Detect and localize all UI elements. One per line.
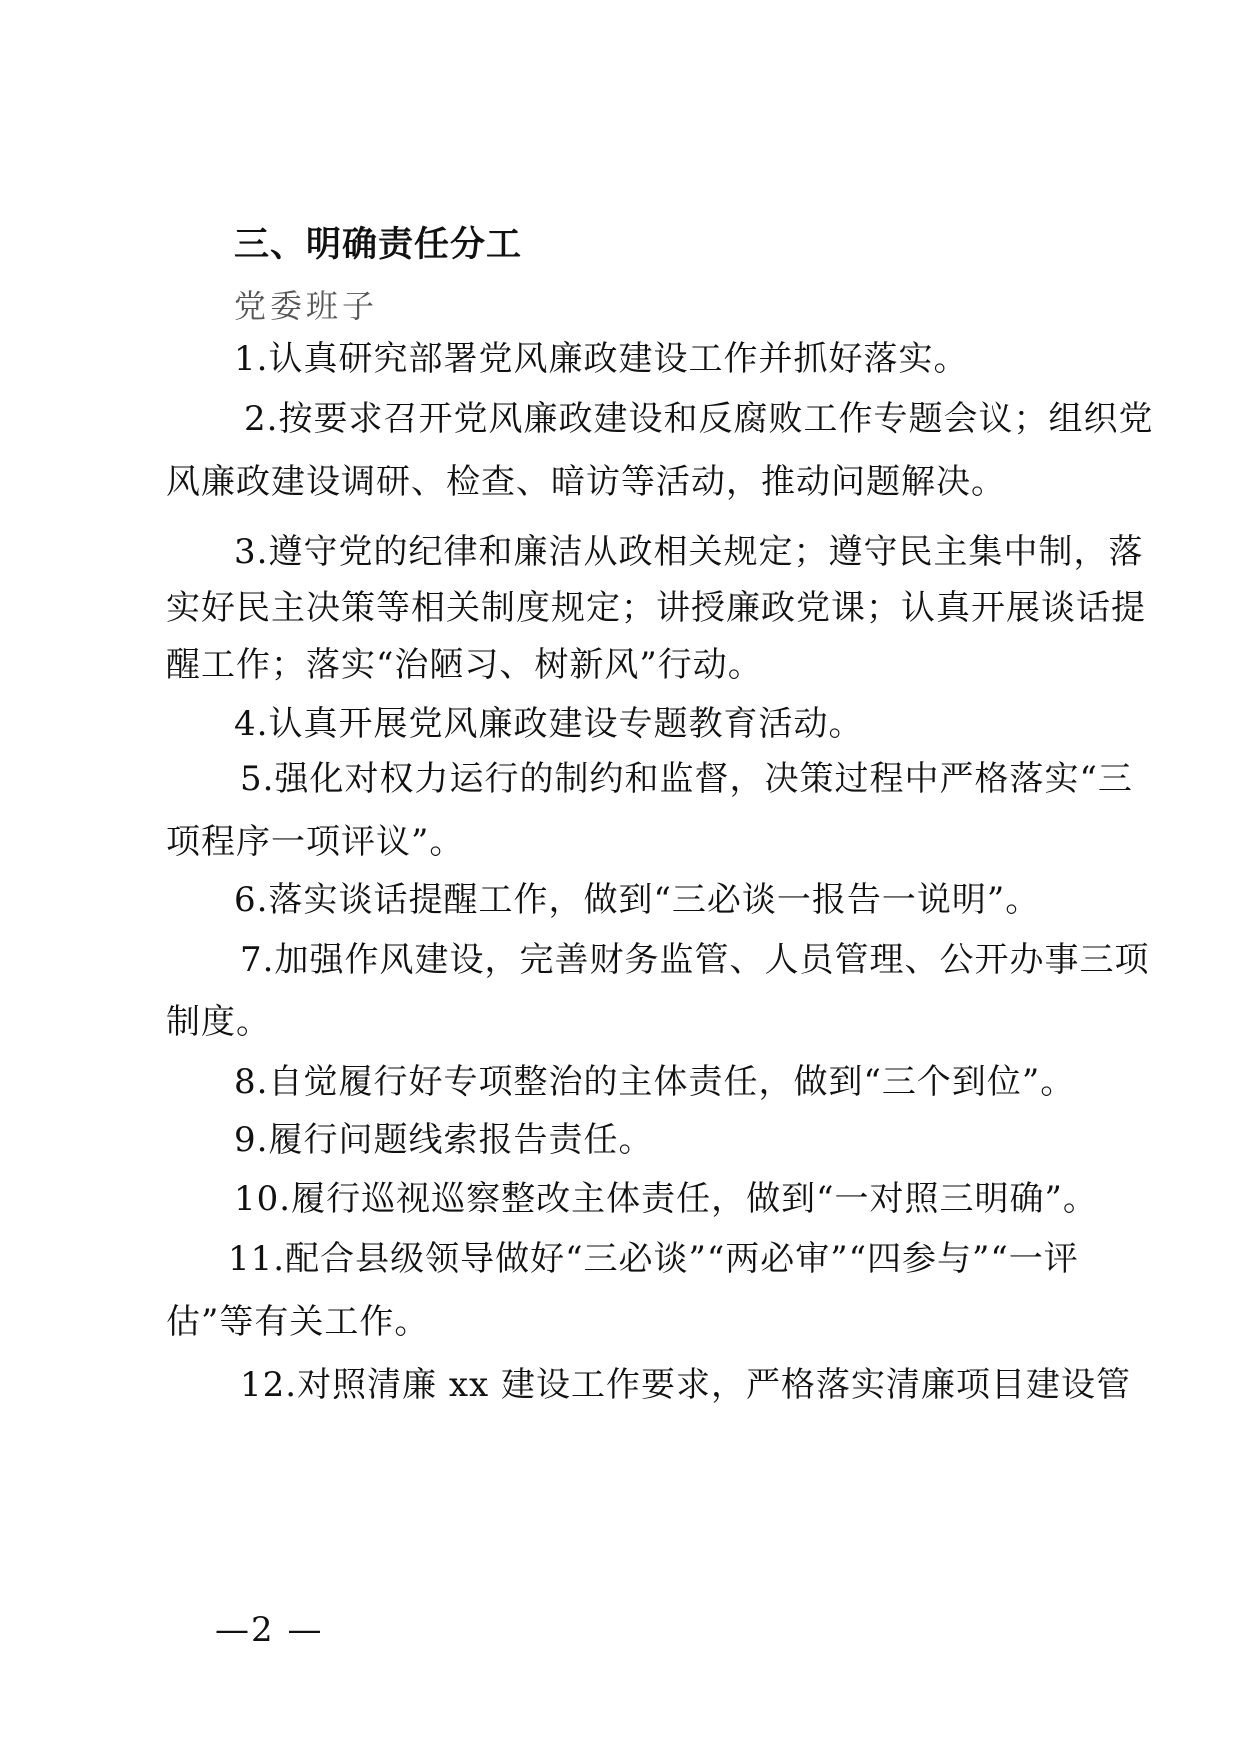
item-12-line-1: 12.对照清廉 xx 建设工作要求，严格落实清廉项目建设管 — [240, 1365, 1132, 1405]
subheading-party-committee: 党委班子 — [234, 287, 379, 325]
item-2-line-1: 2.按要求召开党风廉政建设和反腐败工作专题会议；组织党 — [244, 399, 1154, 439]
item-10-line: 10.履行巡视巡察整改主体责任，做到“一对照三明确”。 — [234, 1179, 1098, 1219]
item-3-line-2: 实好民主决策等相关制度规定；讲授廉政党课；认真开展谈话提 — [166, 588, 1146, 628]
item-7-line-2: 制度。 — [166, 1002, 271, 1042]
item-6-line: 6.落实谈话提醒工作，做到“三必谈一报告一说明”。 — [234, 880, 1041, 920]
item-3-line-1: 3.遵守党的纪律和廉洁从政相关规定；遵守民主集中制，落 — [234, 532, 1144, 572]
page-number: —2 — — [215, 1610, 324, 1650]
section-heading: 三、明确责任分工 — [234, 225, 523, 265]
item-1-line: 1.认真研究部署党风廉政建设工作并抓好落实。 — [234, 339, 969, 379]
item-5-line-2: 项程序一项评议”。 — [166, 822, 465, 862]
item-8-line: 8.自觉履行好专项整治的主体责任，做到“三个到位”。 — [234, 1062, 1076, 1102]
item-3-line-3: 醒工作；落实“治陋习、树新风”行动。 — [166, 645, 763, 685]
item-11-line-2: 估”等有关工作。 — [166, 1302, 430, 1342]
item-7-line-1: 7.加强作风建设，完善财务监管、人员管理、公开办事三项 — [240, 940, 1150, 980]
item-9-line: 9.履行问题线索报告责任。 — [234, 1120, 654, 1160]
item-2-line-2: 风廉政建设调研、检查、暗访等活动，推动问题解决。 — [166, 462, 1006, 502]
item-4-line: 4.认真开展党风廉政建设专题教育活动。 — [234, 704, 864, 744]
item-11-line-1: 11.配合县级领导做好“三必谈”“两必审”“四参与”“一评 — [228, 1239, 1079, 1279]
item-5-line-1: 5.强化对权力运行的制约和监督，决策过程中严格落实“三 — [240, 759, 1133, 799]
